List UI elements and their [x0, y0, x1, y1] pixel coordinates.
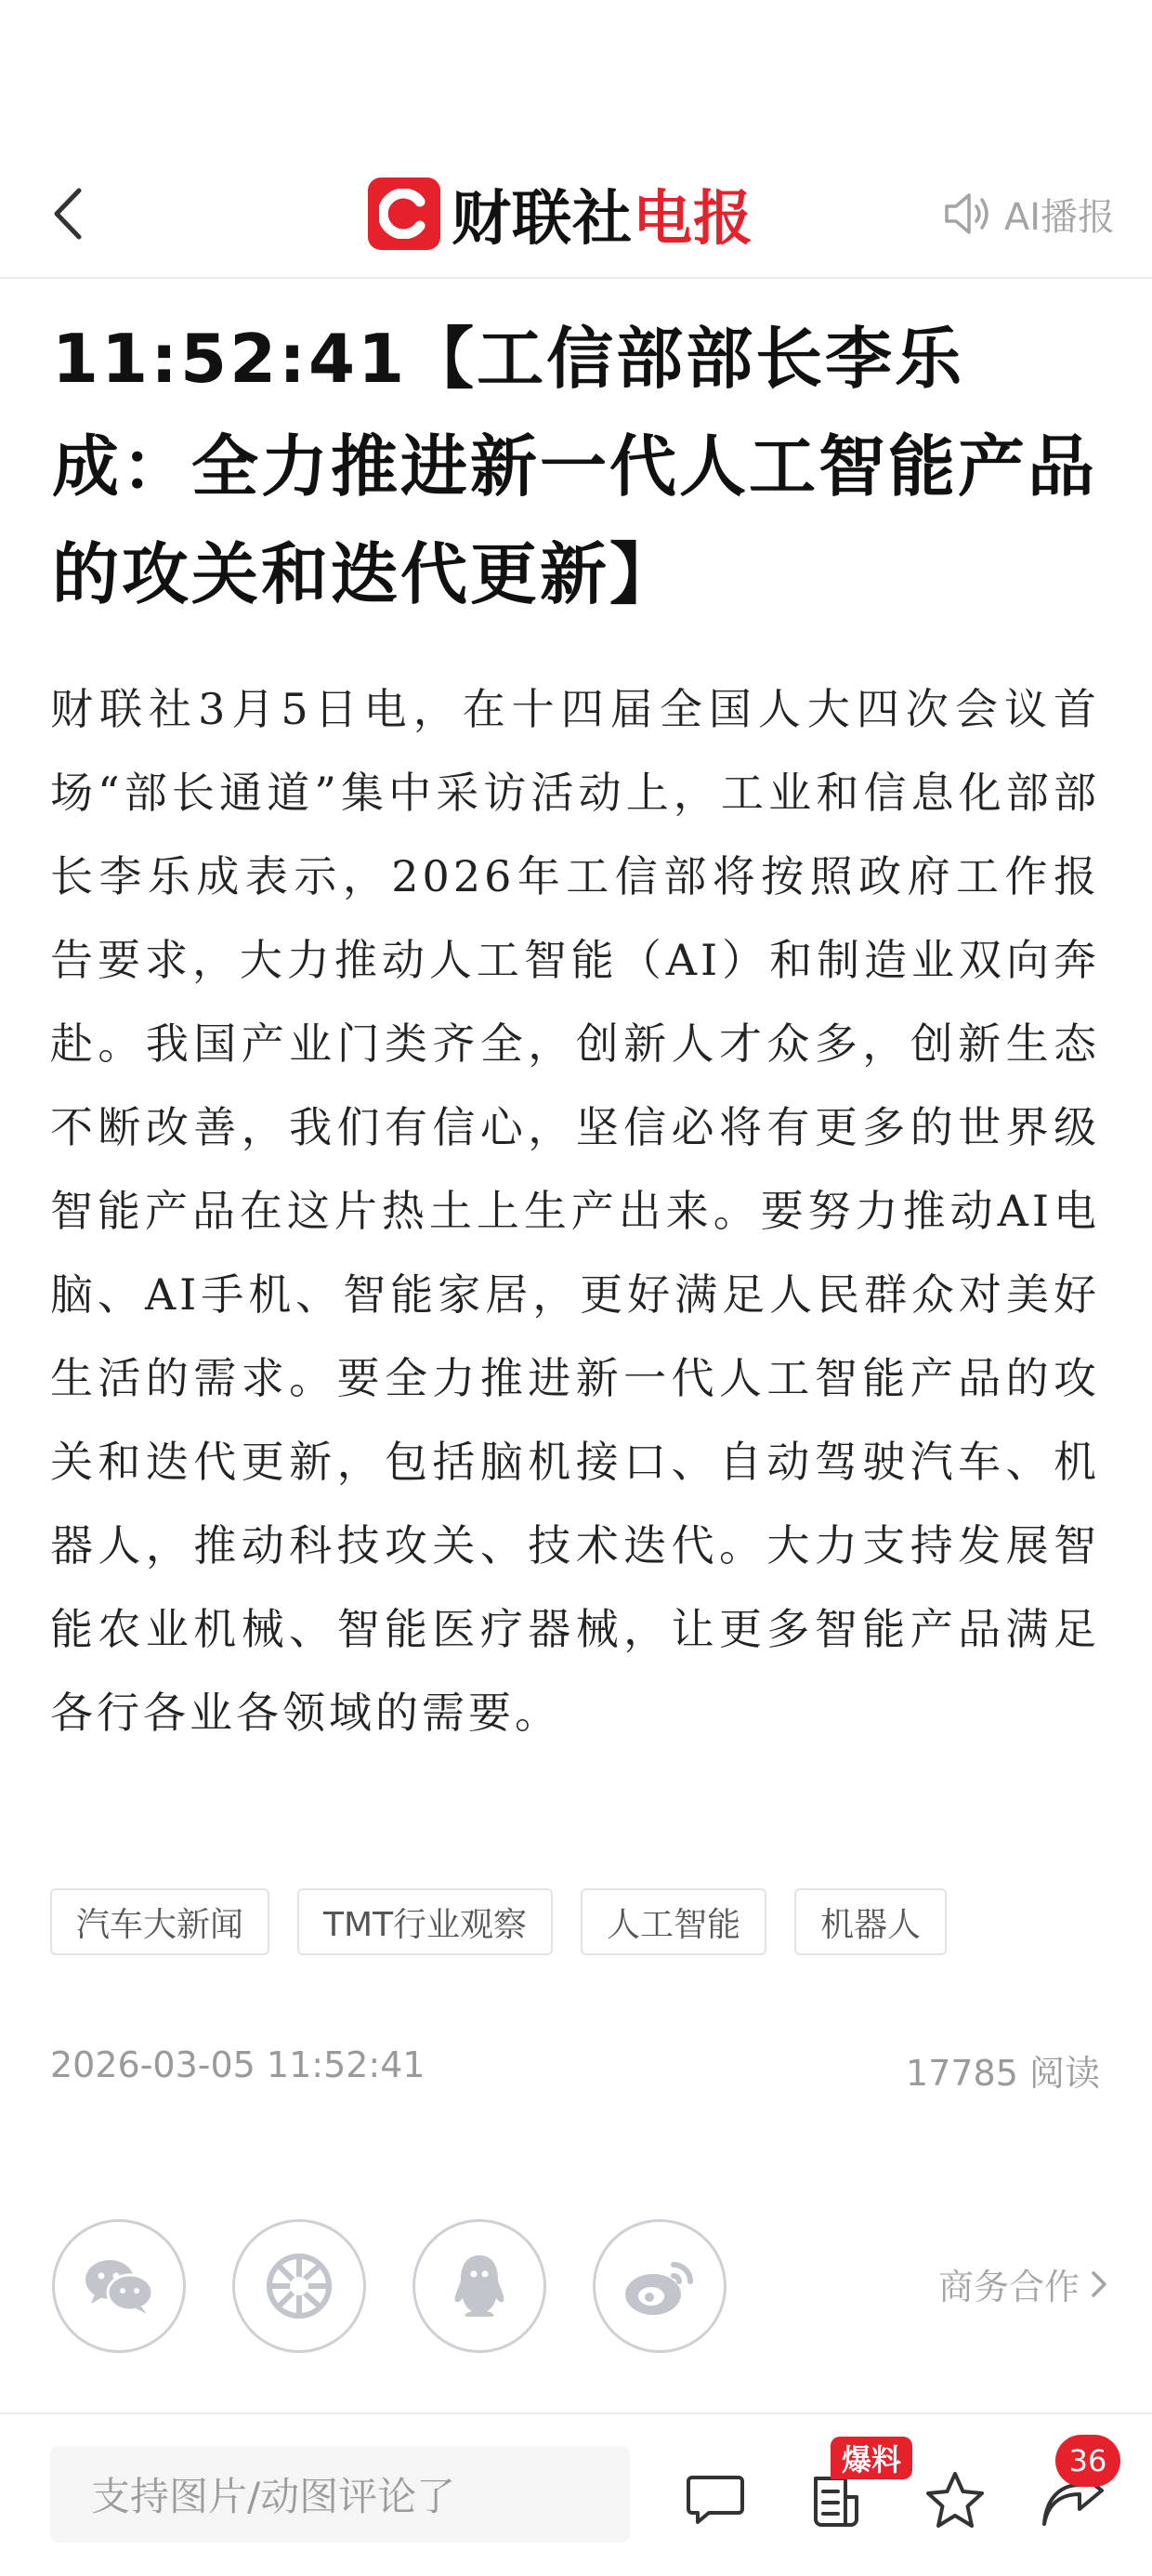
logo-text-primary: 财联社 — [452, 185, 633, 254]
moments-icon — [264, 2251, 334, 2321]
publish-datetime: 2026-03-05 11:52:41 — [50, 2044, 425, 2085]
logo-wordmark — [452, 171, 753, 256]
tag-list — [50, 1888, 947, 1955]
bottom-action-bar — [0, 2412, 1152, 2576]
business-cooperation-link[interactable] — [938, 2258, 1107, 2309]
back-button[interactable] — [41, 177, 93, 251]
logo-text-accent: 电报 — [633, 185, 753, 254]
star-icon — [923, 2469, 987, 2530]
top-nav-bar — [0, 149, 1152, 279]
comment-button[interactable] — [680, 2464, 751, 2535]
share-weibo-button[interactable] — [593, 2219, 727, 2353]
share-count-badge: 36 — [1055, 2435, 1120, 2487]
tag-item[interactable]: TMT行业观察 — [297, 1888, 553, 1955]
favorite-button[interactable] — [920, 2464, 990, 2535]
speaker-icon — [943, 191, 991, 236]
article-title: 11:52:41【工信部部长李乐成：全力推进新一代人工智能产品的攻关和迭代更新】 — [52, 320, 1098, 613]
share-wechat-button[interactable] — [52, 2219, 186, 2353]
tag-item[interactable]: 人工智能 — [581, 1888, 766, 1955]
ai-broadcast-button[interactable] — [943, 186, 1115, 242]
chevron-right-icon — [1091, 2270, 1107, 2298]
share-qq-button[interactable] — [412, 2219, 546, 2353]
tag-item[interactable]: 机器人 — [794, 1888, 947, 1955]
comment-bubble-icon — [685, 2472, 746, 2528]
ai-broadcast-label: AI播报 — [1003, 195, 1115, 239]
chevron-left-icon — [51, 187, 83, 241]
share-row — [52, 2219, 727, 2353]
news-tip-badge: 爆料 — [831, 2437, 912, 2479]
app-logo — [368, 165, 753, 262]
business-cooperation-label: 商务合作 — [937, 2267, 1080, 2307]
wechat-icon — [82, 2255, 156, 2317]
read-count: 17785 阅读 — [906, 2053, 1100, 2094]
comment-input[interactable]: 支持图片/动图评论了 — [50, 2446, 630, 2543]
share-moments-button[interactable] — [232, 2219, 366, 2353]
qq-penguin-icon — [450, 2252, 509, 2320]
article-body: 财联社3月5日电，在十四届全国人大四次会议首场“部长通道”集中采访活动上，工业和信息化部部长李乐成表示，2026年工信部将按照政府工作报告要求，大力推动人工智能（AI）和制造业双向奔赴。我国产业门类齐全，创新人才众多，创新生态不断改善，我们有信心，坚信必将有更多的世界级智能产品在这片热土上生产出来。要努力推动AI电脑、AI手机、智能家居，更好满足人民群众对美好生活的需求。要全力推进新一代人工智能产品的攻关和迭代更新，包括脑机接口、自动驾驶汽车、机器人，推动科技攻关、技术迭代。大力支持发展智能农业机械、智能医疗器械，让更多智能产品满足各行各业各领域的需要。 — [50, 684, 1100, 1738]
tag-item[interactable]: 汽车大新闻 — [50, 1888, 269, 1955]
logo-c-icon — [368, 177, 440, 250]
weibo-icon — [622, 2254, 698, 2319]
